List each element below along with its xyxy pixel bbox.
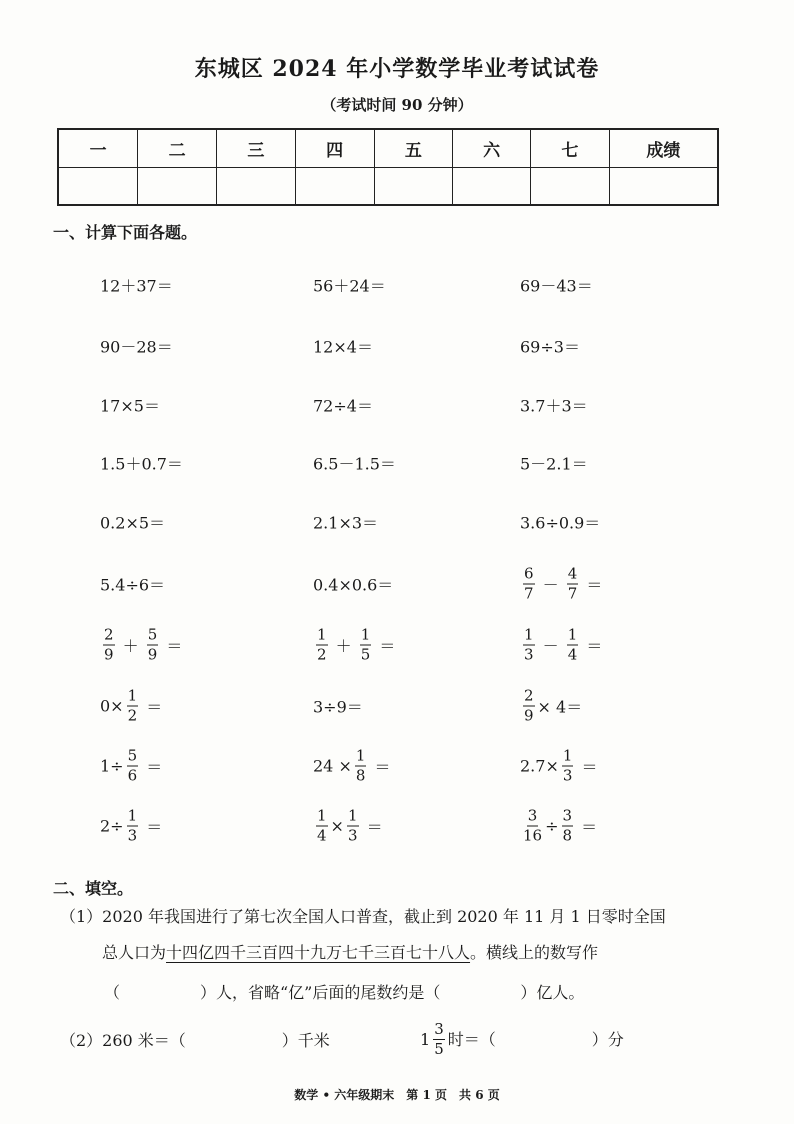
problem-operator: ＝ [581,636,603,656]
calc-problem [313,625,396,664]
problem-operator: ＝ [581,575,603,595]
calc-problem [100,746,163,785]
score-entry-cell[interactable] [138,167,217,205]
score-entry-cell[interactable] [531,167,610,205]
fraction-denominator: 3 [562,766,573,785]
fraction-numerator: 5 [147,625,158,644]
mixed-number-fraction [433,1022,445,1057]
fraction-denominator: 4 [317,826,327,845]
calc-problem [520,686,583,725]
calc-problem [100,625,183,664]
score-table [57,128,719,206]
problem-operator: 1÷ [100,756,124,776]
calc-problem [520,564,603,603]
fraction-numerator: 3 [527,806,538,825]
calc-problem [100,335,173,358]
problem-text: 1.5＋0.7＝ [100,454,183,474]
fraction-numerator: 1 [347,806,358,825]
fraction [523,564,535,603]
problem-text: 72÷4＝ [313,396,373,416]
fraction-numerator: 1 [360,625,371,644]
fraction-denominator: 4 [567,645,578,664]
question-1-line-2 [102,943,598,962]
fraction-numerator: 1 [567,625,578,644]
mixed-number-whole: 1 [420,1029,431,1049]
fraction-denominator: 9 [104,645,114,664]
problem-text: 3.7＋3＝ [520,396,588,416]
problem-text: 17×5＝ [100,396,160,416]
fraction [523,625,535,664]
fraction-denominator: 5 [434,1040,444,1058]
problem-operator: ＝ [141,817,163,837]
calc-problem [100,274,173,297]
problem-operator: 24 × [313,756,352,776]
calc-problem [520,335,580,358]
page-title: 东城区 2024 年小学数学毕业考试试卷 [194,56,600,82]
calc-problem [313,746,391,785]
question-2-part-a[interactable]: （2）260 米＝（ ）千米 [60,1031,330,1050]
problem-text: 2.1×3＝ [313,513,379,533]
problem-operator: × 4＝ [537,697,583,717]
problem-operator: 2÷ [100,816,124,836]
calc-problem [313,335,373,358]
score-entry-cell[interactable] [453,167,531,205]
problem-operator: × [330,816,344,836]
problem-text: 90－28＝ [100,337,173,357]
fraction [567,625,579,664]
fraction-denominator: 3 [127,826,138,845]
score-entry-cell[interactable] [374,167,453,205]
fraction-denominator: 2 [317,645,327,664]
problem-text: 0.2×5＝ [100,513,166,533]
calc-problem [100,573,165,596]
problem-text: 3.6÷0.9＝ [520,513,601,533]
fraction-denominator: 16 [523,826,543,845]
problem-operator: ＋ [330,636,357,656]
score-header-cell: 六 [453,129,531,167]
score-table-header-row [58,129,718,167]
fraction [347,806,359,845]
calc-problem [313,806,383,845]
problem-operator: ＝ [361,817,383,837]
fraction-denominator: 3 [347,826,358,845]
fraction [567,564,579,603]
fraction [360,625,372,664]
score-header-cell: 四 [295,129,374,167]
fraction-denominator: 9 [524,706,534,725]
score-entry-cell[interactable] [217,167,296,205]
fraction-numerator: 5 [127,746,138,765]
exam-duration: （考试时间 90 分钟） [321,96,473,114]
calc-problem [100,806,163,845]
calc-problem [520,274,593,297]
score-header-cell: 一 [58,129,138,167]
problem-operator: － [537,636,564,656]
fraction-numerator: 4 [567,564,578,583]
problem-text: 5－2.1＝ [520,454,588,474]
question-1-line-3[interactable]: （ ）人，省略“亿”后面的尾数约是（ ）亿人。 [104,983,585,1002]
fraction [562,746,574,785]
problem-text: 56＋24＝ [313,276,386,296]
section-two-heading: 二、填空。 [53,879,134,898]
problem-operator: ＝ [161,636,183,656]
score-header-cell: 成绩 [609,129,718,167]
fraction [562,806,574,845]
fraction [147,625,159,664]
problem-text: 0.4×0.6＝ [313,575,394,595]
calc-problem [313,695,363,718]
problem-text: 69－43＝ [520,276,593,296]
problem-operator: ÷ [545,816,559,836]
calc-problem [520,452,588,475]
fraction-denominator: 7 [524,584,534,603]
fraction [127,686,139,725]
fraction [316,625,328,664]
score-header-cell: 五 [374,129,453,167]
fraction-denominator: 3 [524,645,534,664]
score-entry-cell[interactable] [58,167,138,205]
fraction-denominator: 9 [147,645,158,664]
fraction-numerator: 2 [524,686,534,705]
fraction-denominator: 5 [360,645,371,664]
question-2-part-b-text: 时＝（ ）分 [447,1029,624,1049]
calc-problem [100,452,183,475]
fraction-numerator: 2 [104,625,114,644]
problem-operator: ＝ [141,757,163,777]
calc-problem [313,394,373,417]
section-one-heading: 一、计算下面各题。 [53,223,198,242]
fraction-numerator: 1 [317,625,327,644]
problem-text: 12×4＝ [313,337,373,357]
fraction-denominator: 7 [567,584,578,603]
fraction-numerator: 1 [127,806,138,825]
problem-operator: ＝ [369,757,391,777]
calc-problem [520,394,588,417]
fraction-numerator: 6 [524,564,534,583]
fraction-numerator: 3 [562,806,573,825]
fraction [523,686,535,725]
fraction-numerator: 1 [127,686,138,705]
problem-operator: ＝ [576,817,598,837]
score-header-cell: 七 [531,129,610,167]
calc-problem [313,511,378,534]
problem-text: 3÷9＝ [313,697,363,717]
question-2-part-b[interactable] [420,1022,624,1057]
problem-text: 6.5－1.5＝ [313,454,396,474]
problem-operator: 0× [100,696,124,716]
calc-problem [100,394,160,417]
fraction-denominator: 2 [127,706,138,725]
question-1-line-2-prefix: 总人口为 [102,943,167,962]
score-entry-cell[interactable] [295,167,374,205]
fraction [127,746,139,785]
question-1-line-2-suffix: 。横线上的数写作 [470,943,599,962]
page-footer: 数学 • 六年级期末 第 1 页 共 6 页 [294,1088,500,1102]
problem-operator: ＝ [141,697,163,717]
fraction-denominator: 8 [562,826,573,845]
score-header-cell: 三 [217,129,296,167]
fraction [316,806,328,845]
fraction-numerator: 1 [355,746,366,765]
fraction-denominator: 6 [127,766,138,785]
fraction [355,746,367,785]
problem-operator: 2.7× [520,756,559,776]
calc-problem [313,274,386,297]
calc-problem [100,511,165,534]
score-table-blank-row [58,167,718,205]
problem-operator: ＝ [576,757,598,777]
calc-problem [520,511,600,534]
calc-problem [100,686,163,725]
calc-problem [520,806,598,845]
fraction-numerator: 1 [317,806,327,825]
fraction-numerator: 1 [562,746,573,765]
fraction [523,806,543,845]
problem-text: 12＋37＝ [100,276,173,296]
fraction-numerator: 1 [524,625,534,644]
calc-problem [313,573,393,596]
calc-problem [520,746,598,785]
score-entry-cell[interactable] [609,167,718,205]
fraction [103,625,115,664]
problem-text: 5.4÷6＝ [100,575,166,595]
problem-operator: ＋ [117,636,144,656]
calc-problem [520,625,603,664]
problem-operator: ＝ [374,636,396,656]
population-underlined-text: 十四亿四千三百四十九万七千三百七十八人 [166,943,471,962]
fraction [127,806,139,845]
fraction-numerator: 3 [434,1020,444,1038]
score-header-cell: 二 [138,129,217,167]
fraction-denominator: 8 [355,766,366,785]
calc-problem [313,452,396,475]
problem-operator: － [537,575,564,595]
problem-text: 69÷3＝ [520,337,580,357]
question-1-line-1: （1）2020 年我国进行了第七次全国人口普查，截止到 2020 年 11 月 1 日零时全国 [60,907,666,926]
